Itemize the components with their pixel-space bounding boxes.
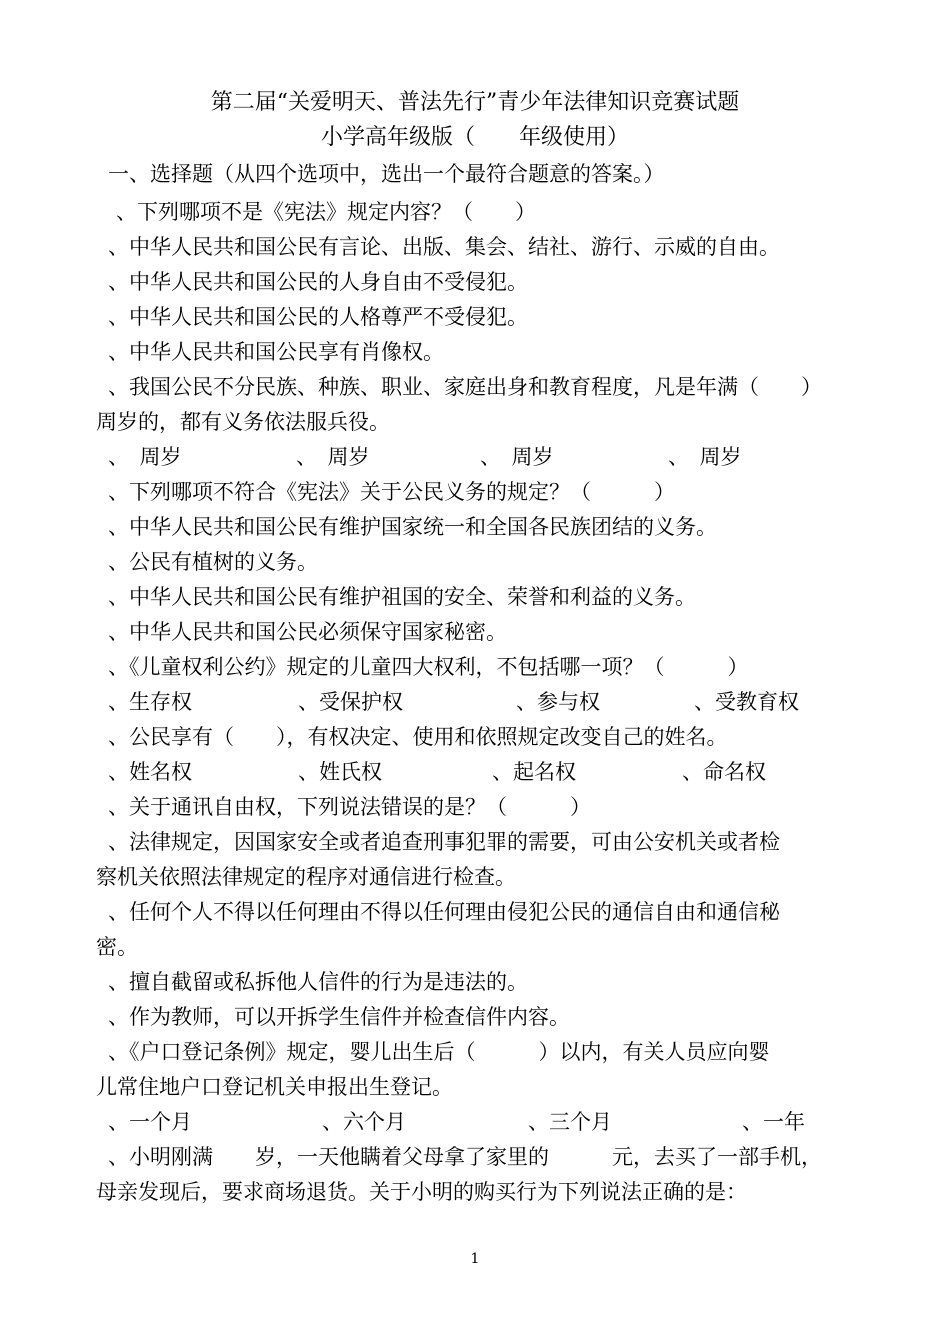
question-6-option-b-line1: 、任何个人不得以任何理由不得以任何理由侵犯公民的通信自由和通信秘 xyxy=(108,900,780,924)
question-4-stem: 、《儿童权利公约》规定的儿童四大权利，不包括哪一项？（ ） xyxy=(108,655,749,679)
question-3-option-a: 、中华人民共和国公民有维护国家统一和全国各民族团结的义务。 xyxy=(108,515,717,539)
question-7-option-b: 、六个月 xyxy=(322,1110,406,1134)
question-3-option-c: 、中华人民共和国公民有维护祖国的安全、荣誉和利益的义务。 xyxy=(108,585,696,609)
question-6-option-a-line2: 察机关依照法律规定的程序对通信进行检查。 xyxy=(96,865,516,889)
question-4-option-c: 、参与权 xyxy=(516,690,600,714)
section-heading: 一、选择题（从四个选项中，选出一个最符合题意的答案。） xyxy=(108,162,665,186)
question-5-option-d: 、命名权 xyxy=(682,760,766,784)
question-1-stem: 、下列哪项不是《宪法》规定内容？（ ） xyxy=(116,200,536,224)
question-4-option-b: 、受保护权 xyxy=(298,690,403,714)
question-2-option-a: 、 周岁 xyxy=(108,445,182,469)
question-1-option-a: 、中华人民共和国公民有言论、出版、集会、结社、游行、示威的自由。 xyxy=(108,235,780,259)
question-2-stem-line2: 周岁的，都有义务依法服兵役。 xyxy=(96,410,390,434)
question-6-option-d: 、作为教师，可以开拆学生信件并检查信件内容。 xyxy=(108,1005,570,1029)
question-5-stem: 、公民享有（ ），有权决定、使用和依照规定改变自己的姓名。 xyxy=(108,725,728,749)
question-5-option-a: 、姓名权 xyxy=(108,760,192,784)
question-7-option-c: 、三个月 xyxy=(528,1110,612,1134)
question-7-option-d: 、一年 xyxy=(742,1110,805,1134)
question-5-option-b: 、姓氏权 xyxy=(298,760,382,784)
question-2-option-d: 、 周岁 xyxy=(668,445,742,469)
question-3-option-b: 、公民有植树的义务。 xyxy=(108,550,318,574)
question-8-stem-line2: 母亲发现后，要求商场退货。关于小明的购买行为下列说法正确的是： xyxy=(96,1180,747,1204)
question-2-option-c: 、 周岁 xyxy=(480,445,554,469)
question-1-option-b: 、中华人民共和国公民的人身自由不受侵犯。 xyxy=(108,270,528,294)
question-6-option-b-line2: 密。 xyxy=(96,935,138,959)
question-1-option-c: 、中华人民共和国公民的人格尊严不受侵犯。 xyxy=(108,305,528,329)
question-5-option-c: 、起名权 xyxy=(492,760,576,784)
question-2-stem-line1: 、我国公民不分民族、种族、职业、家庭出身和教育程度，凡是年满（ ） xyxy=(108,375,822,399)
document-subtitle: 小学高年级版（ 年级使用） xyxy=(320,125,629,150)
question-7-stem-line2: 儿常住地户口登记机关申报出生登记。 xyxy=(96,1075,453,1099)
question-6-option-a-line1: 、法律规定，因国家安全或者追查刑事犯罪的需要，可由公安机关或者检 xyxy=(108,830,780,854)
question-3-stem: 、下列哪项不符合《宪法》关于公民义务的规定？（ ） xyxy=(108,480,675,504)
question-7-stem-line1: 、《户口登记条例》规定，婴儿出生后（ ）以内，有关人员应向婴 xyxy=(108,1040,770,1064)
question-7-option-a: 、一个月 xyxy=(108,1110,192,1134)
question-4-option-d: 、受教育权 xyxy=(694,690,799,714)
question-8-stem-line1: 、小明刚满 岁，一天他瞒着父母拿了家里的 元，去买了一部手机， xyxy=(108,1145,822,1169)
question-3-option-d: 、中华人民共和国公民必须保守国家秘密。 xyxy=(108,620,507,644)
question-6-stem: 、关于通讯自由权，下列说法错误的是？（ ） xyxy=(108,795,591,819)
question-1-option-d: 、中华人民共和国公民享有肖像权。 xyxy=(108,340,444,364)
document-title: 第二届“关爱明天、普法先行”青少年法律知识竞赛试题 xyxy=(210,90,740,115)
page-number: 1 xyxy=(470,1251,480,1267)
question-4-option-a: 、生存权 xyxy=(108,690,192,714)
question-2-option-b: 、 周岁 xyxy=(296,445,370,469)
question-6-option-c: 、擅自截留或私拆他人信件的行为是违法的。 xyxy=(108,970,528,994)
